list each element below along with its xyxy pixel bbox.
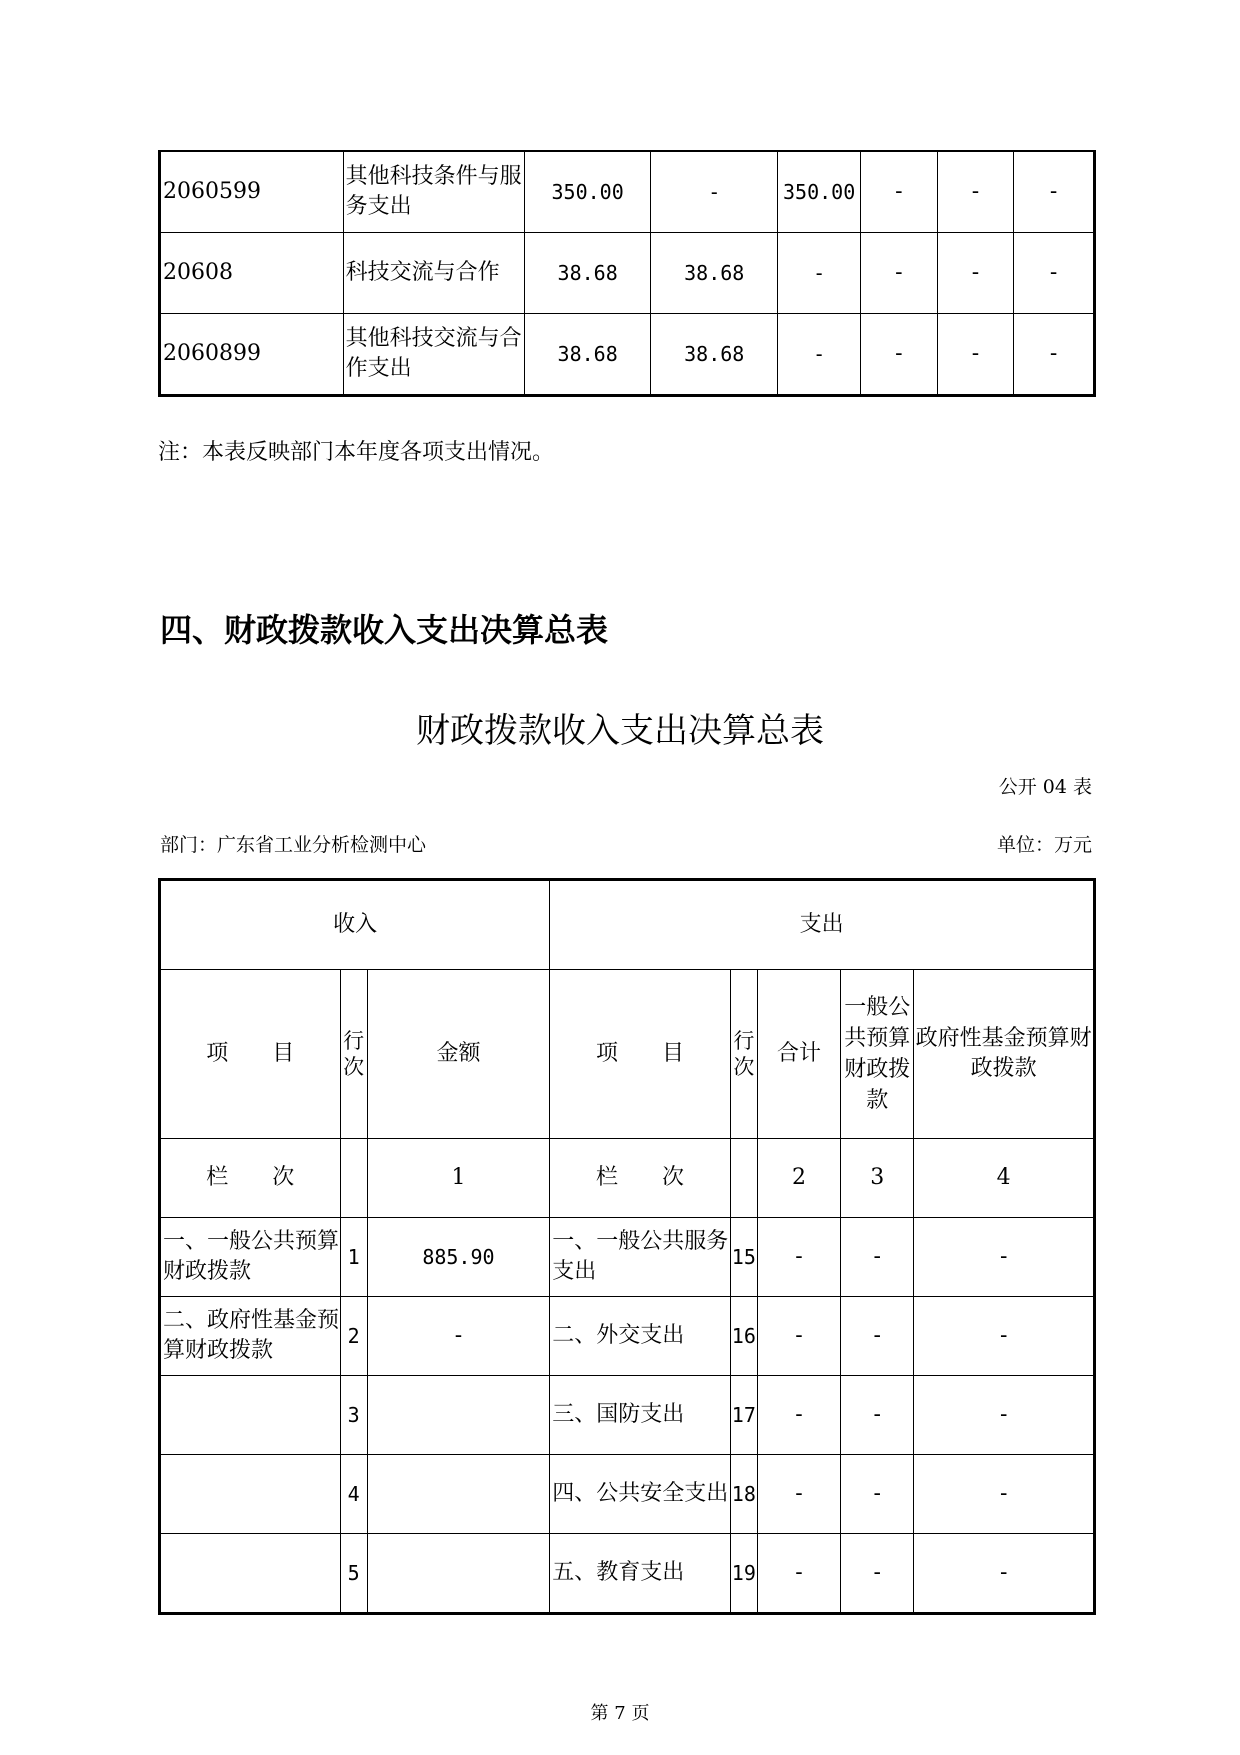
column-order-row — [160, 1139, 1095, 1218]
subject-name: 科技交流与合作 — [343, 233, 525, 314]
income-item — [160, 1455, 341, 1534]
expense-item: 三、国防支出 — [550, 1376, 731, 1455]
table-row — [160, 1534, 1095, 1614]
income-amount — [367, 1376, 550, 1455]
total-value: - — [757, 1218, 840, 1297]
table-row — [160, 1218, 1095, 1297]
income-item: 一、一般公共预算财政拨款 — [160, 1218, 341, 1297]
table-title: 财政拨款收入支出决算总表 — [416, 711, 824, 751]
column-order-3: 3 — [841, 1139, 914, 1218]
column-order-label: 栏 次 — [160, 1139, 341, 1218]
header-row — [160, 880, 1095, 970]
expense-header: 支出 — [550, 880, 1095, 970]
subject-name: 其他科技交流与合作支出 — [343, 314, 525, 396]
cell-value: - — [860, 314, 937, 396]
table-row — [160, 1376, 1095, 1455]
project-expense-value: - — [778, 233, 861, 314]
gov-fund-value: - — [914, 1376, 1095, 1455]
department-label: 部门：广东省工业分析检测中心 — [160, 834, 427, 856]
expense-item: 四、公共安全支出 — [550, 1455, 731, 1534]
total-value: - — [757, 1297, 840, 1376]
total-header: 合计 — [757, 970, 840, 1139]
table-row — [160, 233, 1095, 314]
table-row — [160, 1297, 1095, 1376]
income-item: 二、政府性基金预算财政拨款 — [160, 1297, 341, 1376]
column-order-2: 2 — [757, 1139, 840, 1218]
table-row — [160, 314, 1095, 396]
basic-expense-value: 38.68 — [651, 314, 778, 396]
income-row-no: 3 — [340, 1376, 367, 1455]
total-value: 38.68 — [525, 314, 651, 396]
subject-code: 2060899 — [160, 314, 344, 396]
expense-item: 五、教育支出 — [550, 1534, 731, 1614]
cell-value: - — [937, 233, 1014, 314]
basic-expense-value: - — [651, 151, 778, 233]
column-order-4: 4 — [914, 1139, 1095, 1218]
gov-fund-header: 政府性基金预算财政拨款 — [914, 970, 1095, 1139]
income-amount: 885.90 — [367, 1218, 550, 1297]
general-budget-header: 一般公共预算财政拨款 — [841, 970, 914, 1139]
gov-fund-value: - — [914, 1455, 1095, 1534]
general-budget-value: - — [841, 1218, 914, 1297]
cell-value: - — [937, 314, 1014, 396]
expense-row-no: 15 — [730, 1218, 757, 1297]
expense-row-no: 16 — [730, 1297, 757, 1376]
column-order-label: 栏 次 — [550, 1139, 731, 1218]
income-row-no: 5 — [340, 1534, 367, 1614]
general-budget-value: - — [841, 1297, 914, 1376]
general-budget-value: - — [841, 1534, 914, 1614]
expense-row-no: 18 — [730, 1455, 757, 1534]
cell-value: - — [1014, 151, 1095, 233]
gov-fund-value: - — [914, 1218, 1095, 1297]
fiscal-appropriation-summary-table — [158, 878, 1096, 1615]
expense-item-header: 项 目 — [550, 970, 731, 1139]
subheader-row — [160, 970, 1095, 1139]
table-row — [160, 151, 1095, 233]
gov-fund-value: - — [914, 1297, 1095, 1376]
income-item — [160, 1534, 341, 1614]
total-value: - — [757, 1376, 840, 1455]
basic-expense-value: 38.68 — [651, 233, 778, 314]
income-item — [160, 1376, 341, 1455]
page-number: 第 7 页 — [590, 1703, 650, 1724]
empty-cell — [340, 1139, 367, 1218]
income-row-no: 4 — [340, 1455, 367, 1534]
cell-value: - — [860, 151, 937, 233]
subject-code: 20608 — [160, 233, 344, 314]
gov-fund-value: - — [914, 1534, 1095, 1614]
table-note: 注：本表反映部门本年度各项支出情况。 — [158, 440, 555, 465]
form-number: 公开 04 表 — [998, 776, 1092, 798]
income-header: 收入 — [160, 880, 550, 970]
cell-value: - — [1014, 233, 1095, 314]
subject-code: 2060599 — [160, 151, 344, 233]
total-value: 38.68 — [525, 233, 651, 314]
subject-name: 其他科技条件与服务支出 — [343, 151, 525, 233]
expense-item: 一、一般公共服务支出 — [550, 1218, 731, 1297]
income-row-no: 2 — [340, 1297, 367, 1376]
column-order-1: 1 — [367, 1139, 550, 1218]
unit-label: 单位：万元 — [996, 834, 1092, 856]
general-budget-value: - — [841, 1455, 914, 1534]
cell-value: - — [860, 233, 937, 314]
project-expense-value: - — [778, 314, 861, 396]
expense-row-no-header: 行次 — [730, 970, 757, 1139]
total-value: - — [757, 1455, 840, 1534]
general-budget-value: - — [841, 1376, 914, 1455]
empty-cell — [730, 1139, 757, 1218]
cell-value: - — [1014, 314, 1095, 396]
project-expense-value: 350.00 — [778, 151, 861, 233]
total-value: - — [757, 1534, 840, 1614]
cell-value: - — [937, 151, 1014, 233]
expense-item: 二、外交支出 — [550, 1297, 731, 1376]
income-amount: - — [367, 1297, 550, 1376]
income-amount-header: 金额 — [367, 970, 550, 1139]
expense-detail-table-continued — [158, 150, 1096, 397]
expense-row-no: 19 — [730, 1534, 757, 1614]
total-value: 350.00 — [525, 151, 651, 233]
table-row — [160, 1455, 1095, 1534]
income-amount — [367, 1455, 550, 1534]
income-item-header: 项 目 — [160, 970, 341, 1139]
income-row-no: 1 — [340, 1218, 367, 1297]
section-heading: 四、财政拨款收入支出决算总表 — [160, 611, 609, 649]
income-row-no-header: 行次 — [340, 970, 367, 1139]
expense-row-no: 17 — [730, 1376, 757, 1455]
income-amount — [367, 1534, 550, 1614]
